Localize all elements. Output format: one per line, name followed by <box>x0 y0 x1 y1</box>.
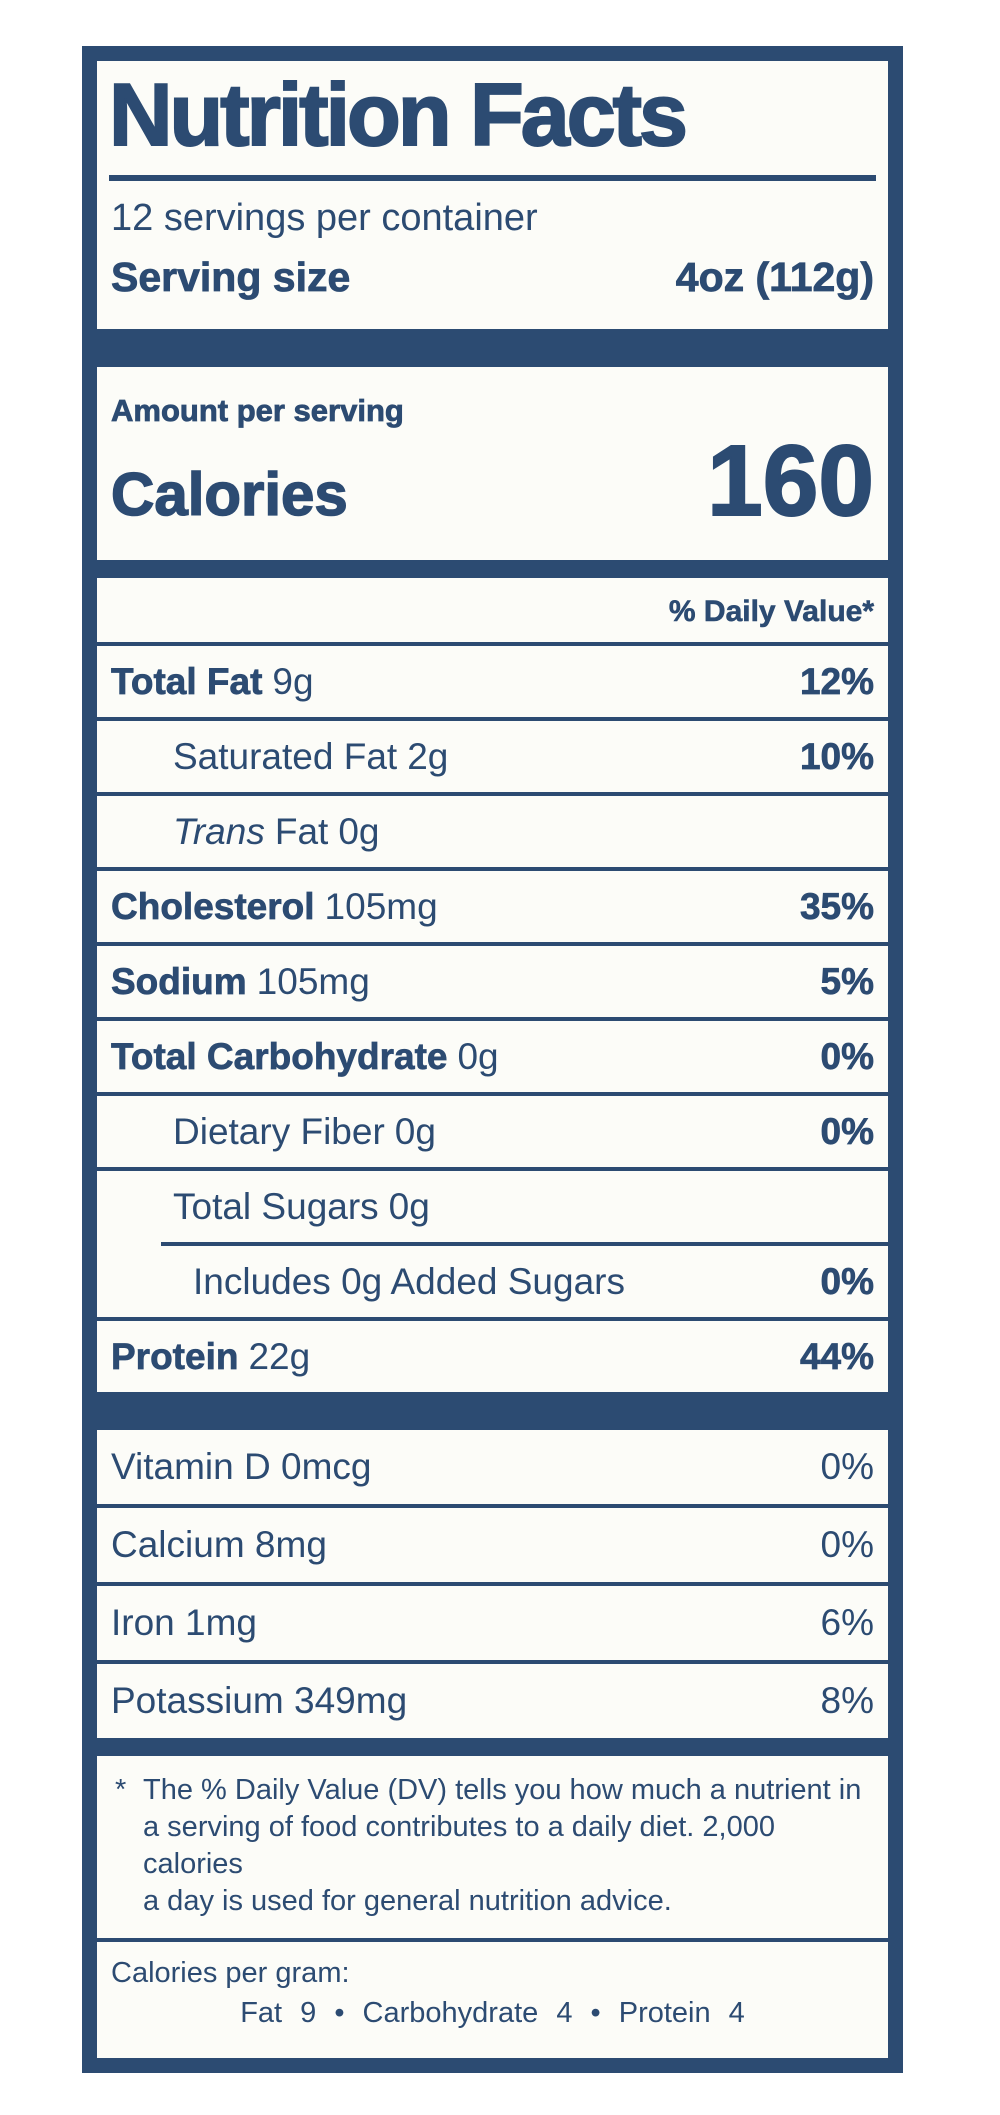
nutrient-amount: 105mg <box>324 885 438 927</box>
daily-value-header: % Daily Value* <box>668 595 874 628</box>
nutrient-name: Potassium 349mg <box>111 1680 408 1721</box>
nutrient-row-cholesterol <box>97 871 888 942</box>
daily-value-footnote <box>97 1772 888 1920</box>
calories-value: 160 <box>707 425 874 537</box>
serving-size-row <box>97 251 888 303</box>
nutrient-name: Dietary Fiber <box>173 1110 385 1152</box>
nutrient-name: Sodium <box>111 960 247 1002</box>
nutrient-percent: 0% <box>820 1260 874 1302</box>
serving-size-value: 4oz (112g) <box>675 254 874 300</box>
calories-row <box>97 425 888 538</box>
nutrient-amount: 0g <box>338 810 380 852</box>
footnote-asterisk: * <box>115 1774 127 1806</box>
nutrient-amount: 9g <box>272 660 314 702</box>
servings-per-container: 12 servings per container <box>111 197 538 239</box>
nutrient-name: Calcium 8mg <box>111 1524 327 1565</box>
nutrient-row-sodium <box>97 946 888 1017</box>
nutrient-percent: 35% <box>799 885 874 927</box>
section-divider-bar <box>97 1738 888 1756</box>
nutrient-percent: 44% <box>799 1335 874 1377</box>
calories-per-gram-values: Fat 9 • Carbohydrate 4 • Protein 4 <box>240 1997 745 2029</box>
nutrient-percent: 12% <box>799 660 874 702</box>
nutrient-name: Total Fat <box>111 660 263 702</box>
section-divider-bar <box>97 1392 888 1430</box>
calories-per-gram-section <box>97 1954 888 2032</box>
nutrient-row-total-sugars <box>97 1171 888 1242</box>
micronutrient-row-potassium <box>97 1664 888 1738</box>
nutrient-percent: 0% <box>820 1110 874 1152</box>
nutrient-percent: 8% <box>820 1680 874 1721</box>
nutrient-amount: 22g <box>248 1335 311 1377</box>
nutrient-name-italic: Trans <box>173 810 265 852</box>
micronutrient-row-iron <box>97 1586 888 1660</box>
nutrient-name: Total Carbohydrate <box>111 1035 448 1077</box>
nutrient-row-total-carbohydrate <box>97 1021 888 1092</box>
nutrient-name: Fat <box>274 810 329 852</box>
nutrient-row-trans-fat <box>97 796 888 867</box>
nutrient-percent: 0% <box>820 1446 874 1487</box>
nutrient-percent: 6% <box>820 1602 874 1643</box>
nutrient-percent: 0% <box>820 1524 874 1565</box>
serving-size-label: Serving size <box>111 254 351 300</box>
nutrient-name: Protein <box>111 1335 239 1377</box>
nutrient-percent: 10% <box>799 735 874 777</box>
nutrition-facts-label <box>82 46 903 2073</box>
amount-per-serving-label: Amount per serving <box>111 393 404 428</box>
nutrient-row-protein <box>97 1321 888 1392</box>
nutrient-row-saturated-fat <box>97 721 888 792</box>
section-divider-bar <box>97 560 888 578</box>
nutrient-name: Includes 0g Added Sugars <box>193 1260 625 1302</box>
footnote-line: a serving of food contributes to a daily diet. 2,000 calories <box>143 1811 775 1880</box>
micronutrient-row-calcium <box>97 1508 888 1582</box>
nutrient-name: Total Sugars <box>173 1185 379 1227</box>
nutrient-amount: 2g <box>407 735 449 777</box>
nutrient-name: Iron 1mg <box>111 1602 258 1643</box>
section-divider-bar <box>97 329 888 367</box>
nutrient-percent: 0% <box>820 1035 874 1077</box>
nutrient-name: Vitamin D 0mcg <box>111 1446 372 1487</box>
nutrient-name: Cholesterol <box>111 885 315 927</box>
calories-label: Calories <box>111 461 348 528</box>
nutrient-row-total-fat <box>97 646 888 717</box>
nutrient-name: Saturated Fat <box>173 735 398 777</box>
nutrient-row-dietary-fiber <box>97 1096 888 1167</box>
title-divider <box>109 175 876 181</box>
footnote-line: The % Daily Value (DV) tells you how much a nutrient in <box>143 1774 862 1806</box>
nutrient-amount: 0g <box>457 1035 499 1077</box>
nutrient-amount: 0g <box>388 1185 430 1227</box>
calories-per-gram-heading: Calories per gram: <box>111 1957 350 1989</box>
row-divider <box>97 1938 888 1942</box>
nutrient-percent: 5% <box>820 960 874 1002</box>
micronutrient-row-vitamin-d <box>97 1430 888 1504</box>
footnote-line: a day is used for general nutrition advice. <box>143 1885 672 1917</box>
nutrient-row-added-sugars <box>97 1246 888 1317</box>
nutrient-amount: 105mg <box>256 960 370 1002</box>
nutrient-amount: 0g <box>394 1110 436 1152</box>
label-title: Nutrition Facts <box>109 65 685 164</box>
